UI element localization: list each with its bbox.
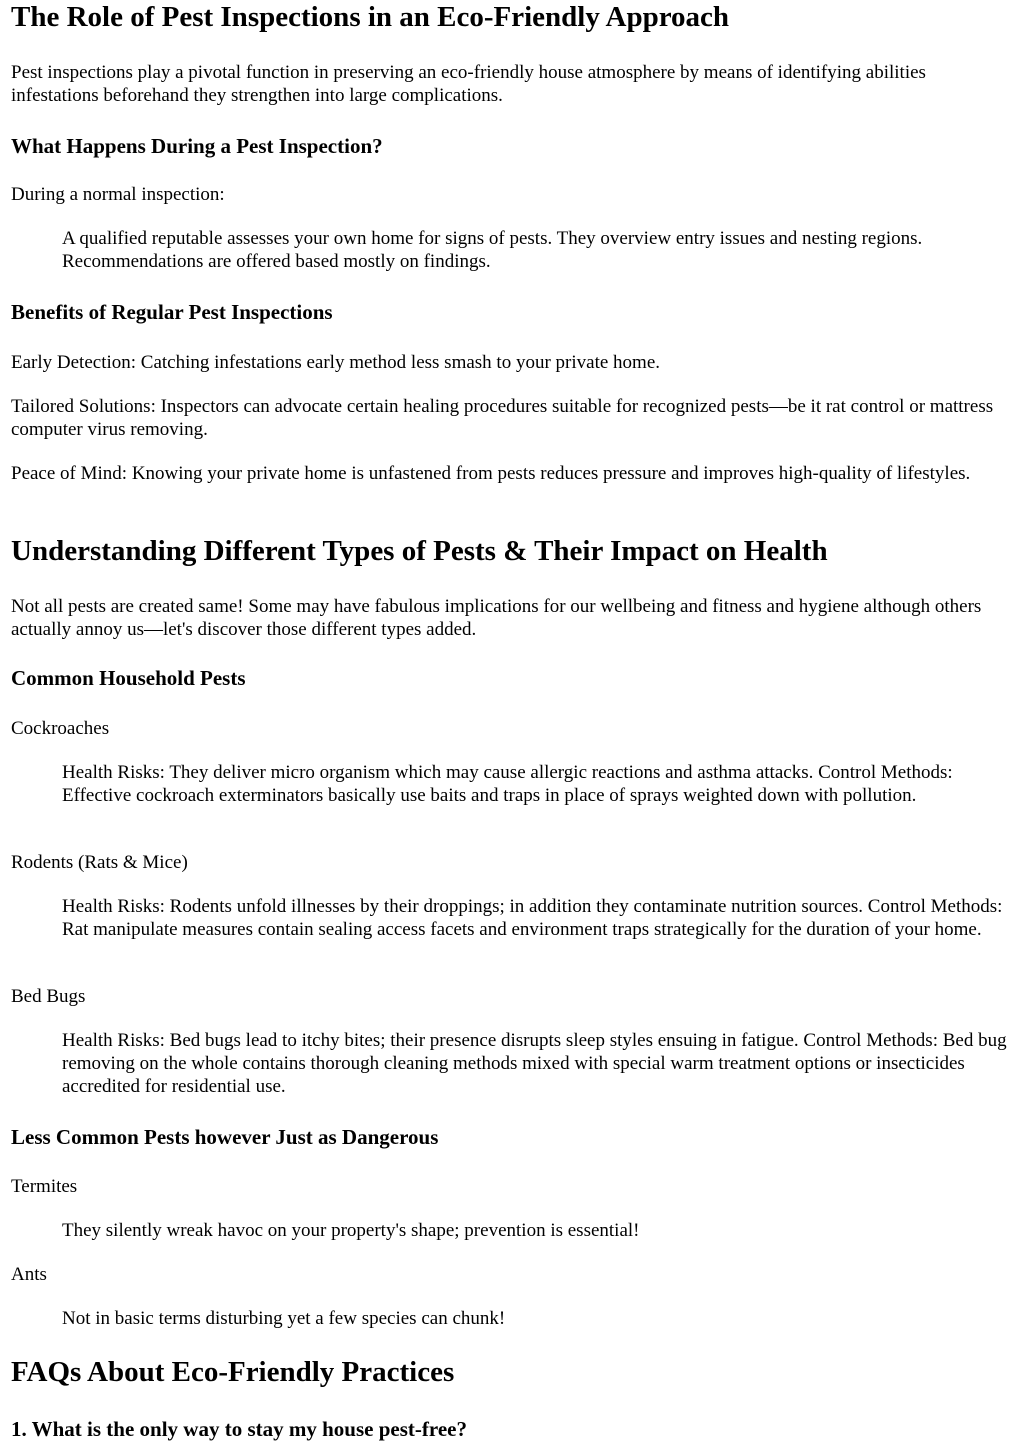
inspection-quote: A qualified reputable assesses your own home for signs of pests. They overview entry issues and nesting regions. Recommendations are offered based mostly on findings. [62, 228, 923, 272]
pest-details: Health Risks: They deliver micro organism which may cause allergic reactions and asthma attacks. Control Methods: Effective cockroach exterminators basically use baits and traps in place of sprays weighted down with pollution. [62, 762, 953, 806]
what-happens-heading: What Happens During a Pest Inspection? [11, 134, 383, 158]
section-title-pests: Understanding Different Types of Pests & Their Impact on Health [11, 535, 828, 567]
page-title: The Role of Pest Inspections in an Eco-Friendly Approach [11, 1, 730, 33]
pest-details: Not in basic terms disturbing yet a few species can chunk! [62, 1308, 506, 1329]
benefit-item: Peace of Mind: Knowing your private home is unfastened from pests reduces pressure and improves high-quality of lifestyles. [11, 463, 971, 484]
pest-name: Cockroaches [11, 718, 110, 739]
pest-details: Health Risks: Rodents unfold illnesses by their droppings; in addition they contaminate nutrition sources. Control Methods: Rat manipulate measures contain sealing access facets and environment traps strategically for the duration of your home. [62, 896, 1003, 940]
pest-details: They silently wreak havoc on your property's shape; prevention is essential! [62, 1220, 640, 1241]
benefit-item: Tailored Solutions: Inspectors can advocate certain healing procedures suitable for recognized pests—be it rat control or mattress computer virus removing. [11, 396, 994, 440]
pest-name: Ants [11, 1264, 47, 1285]
faq-section-title: FAQs About Eco-Friendly Practices [11, 1356, 455, 1388]
benefit-item: Early Detection: Catching infestations early method less smash to your private home. [11, 352, 661, 373]
inspection-lead: During a normal inspection: [11, 184, 225, 205]
pest-name: Bed Bugs [11, 986, 86, 1007]
faq-question: 1. What is the only way to stay my house pest-free? [11, 1417, 467, 1441]
pests-intro-paragraph: Not all pests are created same! Some may have fabulous implications for our wellbeing and fitness and hygiene although others actually annoy us—let's discover those different types added. [11, 596, 982, 640]
pest-name: Rodents (Rats & Mice) [11, 852, 188, 873]
benefits-heading: Benefits of Regular Pest Inspections [11, 300, 333, 324]
common-pests-heading: Common Household Pests [11, 666, 246, 690]
pest-name: Termites [11, 1176, 78, 1197]
pest-details: Health Risks: Bed bugs lead to itchy bites; their presence disrupts sleep styles ensuing in fatigue. Control Methods: Bed bug removing on the whole contains thorough cleaning methods mixed with special warm treatment options or insecticides accredited for residential use. [62, 1030, 1007, 1097]
intro-paragraph: Pest inspections play a pivotal function in preserving an eco-friendly house atmosphere by means of identifying abilities infestations beforehand they strengthen into large complications. [11, 62, 926, 106]
less-common-pests-heading: Less Common Pests however Just as Dangerous [11, 1125, 439, 1149]
